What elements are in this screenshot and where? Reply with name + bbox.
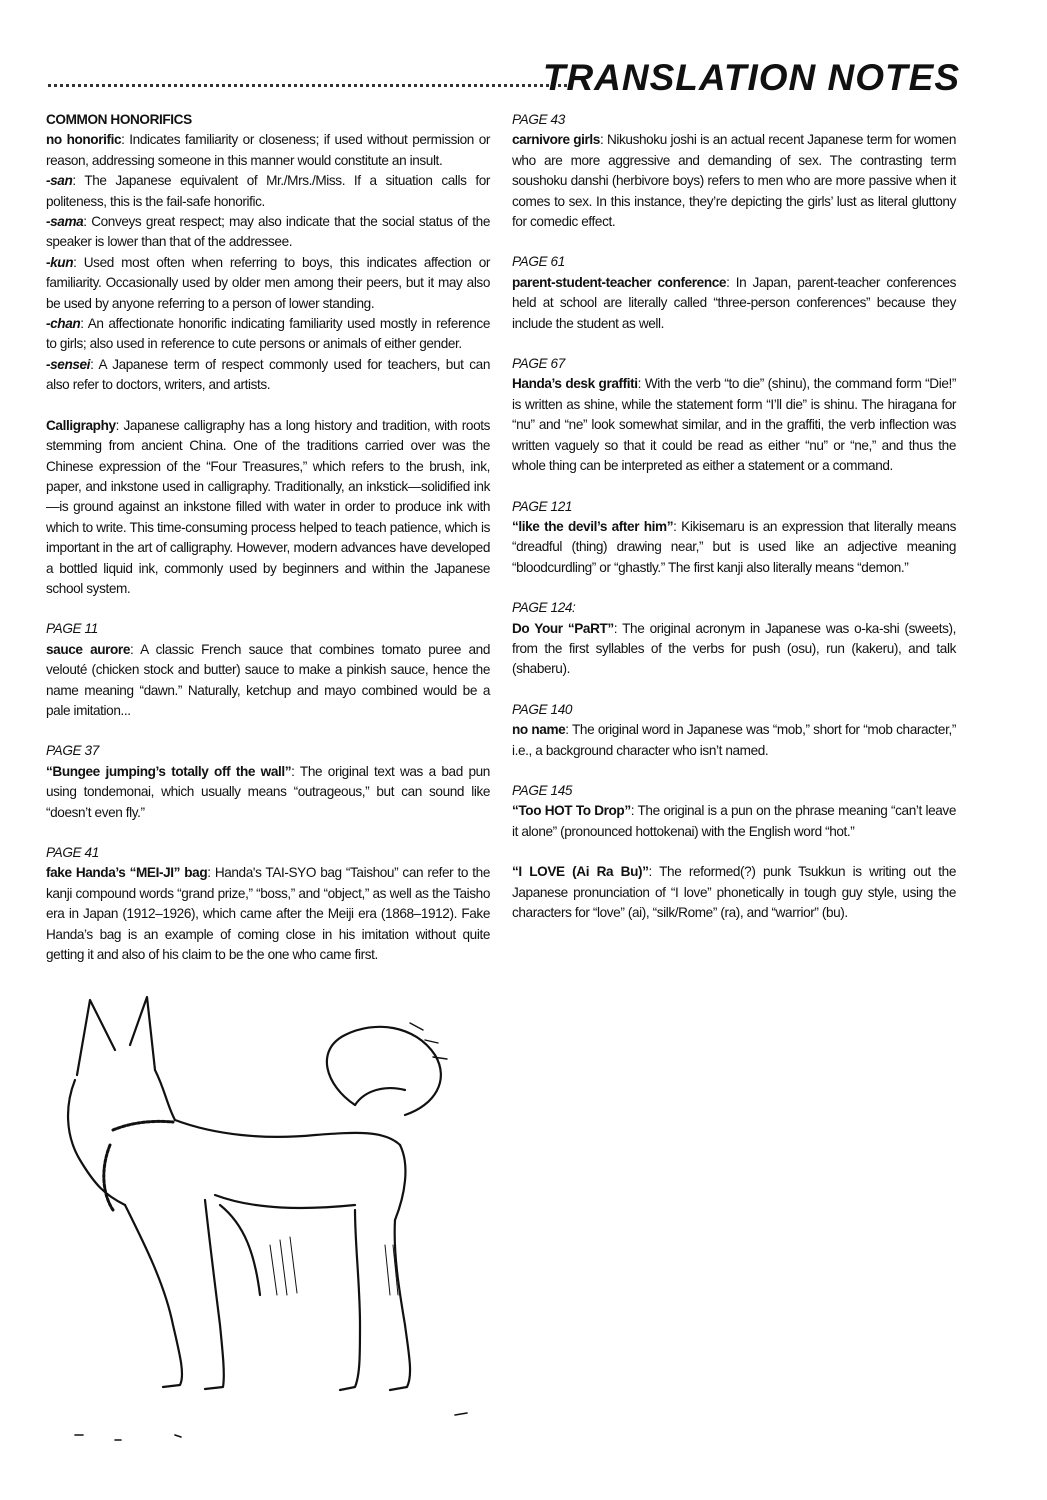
left-column [46,110,490,965]
note-entry: Handa’s desk graffiti: With the verb “to die” (shinu), the command form “Die!” is written as shine, while the statement form “I’ll die” is shinu. The hiragana for “nu” and “ne” look somewhat similar, and in the graffiti, the verb inflection was written vaguely so that it could be read as either “nu” or “ne,” and thus the whole thing can be interpreted as either a statement or a command. [512,376,956,474]
note-term: “like the devil’s after him” [512,518,674,534]
note-text: With the verb “to die” (shinu), the command form “Die!” is written as shine, while the statement form “I’ll die” is shinu. The hiragana for “nu” and “ne” look somewhat similar, and in the graffiti, the verb inflection was written vaguely so that it could be read as either “nu” or “ne,” and thus the whole thing can be interpreted as either a statement or a command. [512,376,956,474]
note-text: A classic French sauce that combines tomato puree and velouté (chicken stock and butter) sauce to make a pinkish sauce, hence the name meaning “dawn.” Naturally, ketchup and mayo combined would be a pale imitation... [46,641,490,718]
page-reference: PAGE 140 [512,701,573,717]
honorific-entry: -sensei: A Japanese term of respect commonly used for teachers, but can also refer to doctors, writers, and artists. [46,356,490,393]
page-reference: PAGE 11 [46,621,98,637]
page-reference: PAGE 124: [512,600,576,616]
page-reference: PAGE 121 [512,498,573,514]
page-reference: PAGE 41 [46,845,99,860]
note-text: Nikushoku joshi is an actual recent Japanese term for women who are more aggressive and demanding of sex. The contrasting term soushoku danshi (herbivore boys) refers to men who are more passive when it comes to sex. In this instance, they’re depicting the girls’ lust as literal gluttony for comedic effect. [512,132,956,230]
note-term: Handa’s desk graffiti [512,376,638,392]
honorific-term: -sama [46,214,84,230]
honorifics-heading: COMMON HONORIFICS [46,112,192,127]
dotted-rule [48,84,573,87]
honorific-text: Conveys great respect; may also indicate that the social status of the speaker is lower than that of the addressee. [46,214,490,250]
note-term: no name [512,722,566,738]
note-entry: parent-student-teacher conference: In Japan, parent-teacher conferences held at school are literally called “three-person conferences” because they include the student as well. [512,274,956,331]
dog-illustration [55,995,525,1455]
note-entry: “Too HOT To Drop”: The original is a pun on the phrase meaning “can’t leave it alone” (pronounced hottokenai) with the English word “hot.” [512,803,956,839]
honorific-entry: -chan: An affectionate honorific indicating familiarity used mostly in reference to girls; also used in reference to cute persons or animals of either gender. [46,316,490,352]
note-term: Do Your “PaRT” [512,620,614,636]
note-entry: carnivore girls: Nikushoku joshi is an actual recent Japanese term for women who are more aggressive and demanding of sex. The contrasting term soushoku danshi (herbivore boys) refers to men who are more passive when it comes to sex. In this instance, they’re depicting the girls’ lust as literal gluttony for comedic effect. [512,132,956,230]
page-reference: PAGE 61 [512,254,565,270]
honorific-entry: -san: The Japanese equivalent of Mr./Mrs./Miss. If a situation calls for politeness, this is the fail-safe honorific. [46,173,491,209]
page-reference: PAGE 145 [512,782,573,798]
note-entry: no name: The original word in Japanese was “mob,” short for “mob character,” i.e., a background character who isn’t named. [512,722,956,758]
note-text: The original word in Japanese was “mob,” short for “mob character,” i.e., a background character who isn’t named. [512,722,956,758]
note-text: The reformed(?) punk Tsukkun is writing out the Japanese pronunciation of “I love” phonetically in tough guy style, using the characters for “love” (ai), “silk/Rome” (ra), and “warrior” (bu). [512,864,956,920]
honorific-entry: no honorific: Indicates familiarity or closeness; if used without permission or reason, addressing someone in this manner would constitute an insult. [46,132,490,168]
page-reference: PAGE 43 [512,112,565,127]
note-entry: “like the devil’s after him”: Kikisemaru is an expression that literally means “dreadful (thing) drawing near,” but is used like an adjective meaning “bloodcurdling” or “ghastly.” The first kanji also literally means “demon.” [512,518,956,575]
note-term: parent-student-teacher conference [512,274,727,290]
note-entry: “I LOVE (Ai Ra Bu)”: The reformed(?) punk Tsukkun is writing out the Japanese pronunciation of “I love” phonetically in tough guy style, using the characters for “love” (ai), “silk/Rome” (ra), and “warrior” (bu). [512,864,956,920]
note-text: Kikisemaru is an expression that literally means “dreadful (thing) drawing near,” but is used like an adjective meaning “bloodcurdling” or “ghastly.” The first kanji also literally means “demon.” [512,518,956,575]
note-text: The original text was a bad pun using tondemonai, which usually means “outrageous,” but can sound like “doesn’t even fly.” [46,763,490,820]
page-reference: PAGE 67 [512,356,565,372]
honorific-text: An affectionate honorific indicating familiarity used mostly in reference to girls; also used in reference to cute persons or animals of either gender. [46,316,490,352]
honorific-text: A Japanese term of respect commonly used for teachers, but can also refer to doctors, writers, and artists. [46,356,490,393]
note-entry: fake Handa’s “MEI-JI” bag: Handa's TAI-SYO bag “Taishou” can refer to the kanji compound words “grand prize,” “boss,” and “object,” as well as the Taisho era in Japan (1912–1926), which came after the Meiji era (1868–1912). Fake Handa’s bag is an example of coming close in his imitation without quite getting it and also of his claim to be the one who came first. [46,865,490,963]
honorific-entry: -kun: Used most often when referring to boys, this indicates affection or familiarity. Occasionally used by older men among their peers, but it may also be used by anyone referring to a person of lower standing. [46,254,490,311]
note-text: The original acronym in Japanese was o-ka-shi (sweets), from the first syllables of the verbs for push (osu), run (kakeru), and talk (shaberu). [512,620,956,677]
note-entry: Do Your “PaRT”: The original acronym in Japanese was o-ka-shi (sweets), from the first syllables of the verbs for push (osu), run (kakeru), and talk (shaberu). [512,620,956,677]
honorific-text: Indicates familiarity or closeness; if used without permission or reason, addressing someone in this manner would constitute an insult. [46,132,490,168]
note-term: “Bungee jumping’s totally off the wall” [46,763,292,779]
page-reference: PAGE 37 [46,743,99,759]
note-term: Calligraphy [46,417,116,433]
right-column [512,110,956,923]
honorific-term: -sensei [46,356,91,372]
note-text: The original is a pun on the phrase meaning “can’t leave it alone” (pronounced hottokenai) with the English word “hot.” [512,803,956,839]
note-term: sauce aurore [46,641,130,657]
note-term: “Too HOT To Drop” [512,803,631,819]
note-term: “I LOVE (Ai Ra Bu)” [512,864,649,880]
note-text: In Japan, parent-teacher conferences held at school are literally called “three-person conferences” because they include the student as well. [512,274,956,331]
note-entry: “Bungee jumping’s totally off the wall”: The original text was a bad pun using tondemonai, which usually means “outrageous,” but can sound like “doesn’t even fly.” [46,763,490,820]
honorific-term: -chan [46,316,81,332]
calligraphy-note: Calligraphy: Japanese calligraphy has a long history and tradition, with roots stemming from ancient China. One of the traditions carried over was the Chinese expression of the “Four Treasures,” which refers to the brush, ink, paper, and inkstone used in calligraphy. Traditionally, an inkstick—solidified ink—is ground against an inkstone filled with water in order to produce ink with which to write. This time-consuming process helped to teach patience, which is important in the art of calligraphy. However, modern advances have developed a bottled liquid ink, commonly used by beginners and within the Japanese school system. [46,417,490,596]
page-title: TRANSLATION NOTES [542,57,960,98]
note-entry: sauce aurore: A classic French sauce that combines tomato puree and velouté (chicken stock and butter) sauce to make a pinkish sauce, hence the name meaning “dawn.” Naturally, ketchup and mayo combined would be a pale imitation... [46,641,490,718]
honorific-term: no honorific [46,132,122,148]
honorific-term: -san [46,173,73,189]
note-text: Handa's TAI-SYO bag “Taishou” can refer to the kanji compound words “grand prize,” “boss,” and “object,” as well as the Taisho era in Japan (1912–1926), which came after the Meiji era (1868–1912). Fake Handa’s bag is an example of coming close in his imitation without quite getting it and also of his claim to be the one who came first. [46,865,490,963]
note-term: carnivore girls [512,132,600,148]
honorific-term: -kun [46,254,74,270]
honorific-text: The Japanese equivalent of Mr./Mrs./Miss. If a situation calls for politeness, this is the fail-safe honorific. [46,173,491,209]
honorific-text: Used most often when referring to boys, this indicates affection or familiarity. Occasionally used by older men among their peers, but it may also be used by anyone referring to a person of lower standing. [46,254,490,311]
note-term: fake Handa’s “MEI-JI” bag [46,865,208,881]
honorific-entry: -sama: Conveys great respect; may also indicate that the social status of the speaker is lower than that of the addressee. [46,214,490,250]
page-header [48,56,960,106]
note-text: Japanese calligraphy has a long history and tradition, with roots stemming from ancient China. One of the traditions carried over was the Chinese expression of the “Four Treasures,” which refers to the brush, ink, paper, and inkstone used in calligraphy. Traditionally, an inkstick—solidified ink—is ground against an inkstone filled with water in order to produce ink with which to write. This time-consuming process helped to teach patience, which is important in the art of calligraphy. However, modern advances have developed a bottled liquid ink, commonly used by beginners and within the Japanese school system. [46,417,490,596]
